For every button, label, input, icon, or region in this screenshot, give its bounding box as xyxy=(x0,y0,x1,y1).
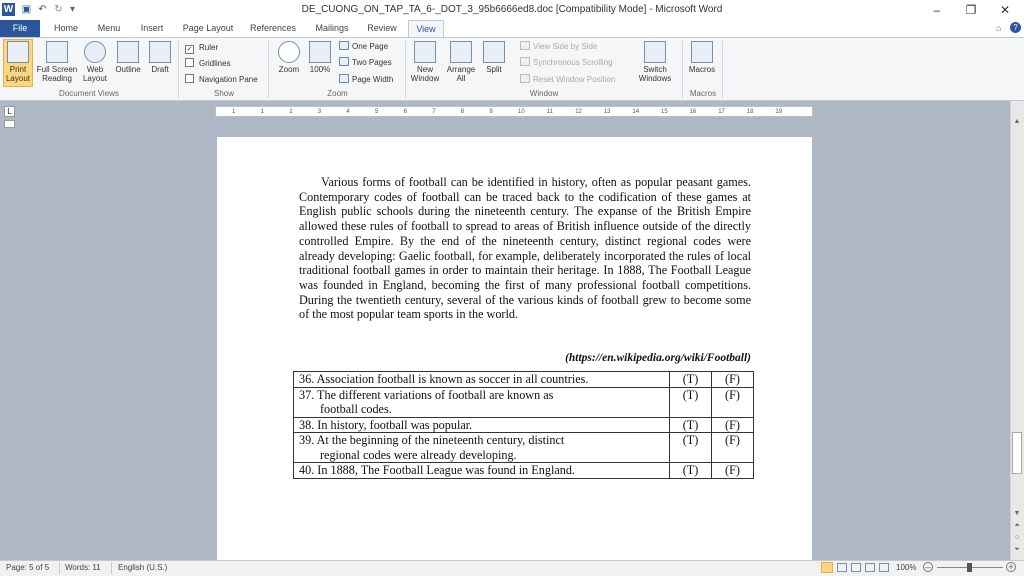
full-screen-reading-label: Full Screen Reading xyxy=(36,65,78,83)
table-row xyxy=(294,433,754,463)
browse-object-icon[interactable]: ○ xyxy=(1014,534,1020,541)
split-icon xyxy=(483,41,505,63)
tab-file[interactable]: File xyxy=(0,20,40,37)
ruler-number: 13 xyxy=(603,109,611,115)
true-option: (T) xyxy=(670,433,712,463)
page-counter[interactable]: Page: 5 of 5 xyxy=(6,563,50,572)
switch-windows-label: Switch Windows xyxy=(638,65,672,83)
question-cell xyxy=(294,463,670,479)
synchronous-scrolling-label: Synchronous Scrolling xyxy=(533,58,613,67)
one-page-icon xyxy=(339,41,349,50)
question-text: 38. In history, football was popular. xyxy=(299,417,473,432)
synchronous-scrolling-button[interactable] xyxy=(520,56,613,69)
next-page-icon[interactable]: ⏷ xyxy=(1014,546,1020,553)
scrollbar-thumb[interactable] xyxy=(1012,432,1022,474)
new-window-label: New Window xyxy=(410,65,440,83)
group-label-window: Window xyxy=(529,89,559,98)
arrange-all-label: Arrange All xyxy=(446,65,476,83)
ribbon-separator xyxy=(268,41,269,98)
table-row xyxy=(294,387,754,417)
reading-paragraph: Various forms of football can be identified in history, often as popular peasant games. Contemporary codes of football can be traced back to the codification of these games at English public schools during the nineteenth century. The expanse of the British Empire allowed these rules of football to spread to areas of British influence outside of the directly controlled Empire. By the end of the nineteenth century, distinct regional codes were already developing: Gaelic football, for example, deliberately incorporated the rules of local traditional football games in order to maintain their heritage. In 1888, The Football League was founded in England, becoming the first of many professional football competitions. During the twentieth century, several of the various kinds of football grew to become some of the most popular team sports in the world. xyxy=(299,175,751,322)
question-text: 36. Association football is known as soccer in all countries. xyxy=(299,372,589,386)
ribbon-separator xyxy=(178,41,179,98)
ruler-number: 18 xyxy=(746,109,754,115)
tab-page-layout[interactable]: Page Layout xyxy=(182,23,234,33)
group-label-zoom: Zoom xyxy=(327,89,348,98)
ribbon-collapse-icon[interactable]: ⌂ xyxy=(996,23,1002,33)
ruler-number: 17 xyxy=(718,109,725,115)
ruler-number: 15 xyxy=(661,109,668,115)
zoom-level[interactable]: 100% xyxy=(896,563,917,572)
arrange-all-icon xyxy=(450,41,472,63)
draft-button[interactable] xyxy=(147,39,173,74)
true-option: (T) xyxy=(670,417,712,433)
undo-icon[interactable]: ↶ xyxy=(38,4,47,15)
previous-page-icon[interactable]: ⏶ xyxy=(1014,522,1020,529)
web-layout-view-icon[interactable] xyxy=(851,563,861,572)
tab-review[interactable]: Review xyxy=(367,23,397,33)
zoom-slider-thumb[interactable] xyxy=(967,563,972,572)
two-pages-icon xyxy=(339,57,349,66)
vertical-ruler xyxy=(4,120,15,128)
question-cell xyxy=(294,417,670,433)
question-text: 40. In 1888, The Football League was found in England. xyxy=(299,463,575,477)
status-separator xyxy=(59,562,60,574)
question-cell xyxy=(294,372,670,388)
switch-windows-button[interactable] xyxy=(632,39,678,83)
view-side-by-side-icon xyxy=(520,41,530,50)
question-text-continued: regional codes were already developing. xyxy=(320,447,517,462)
ruler-number: 2 xyxy=(289,109,293,115)
false-option: (F) xyxy=(712,433,754,463)
macros-icon xyxy=(691,41,713,63)
ruler-number: 16 xyxy=(689,109,697,115)
ruler-number: 14 xyxy=(632,109,640,115)
question-text: 39. At the beginning of the nineteenth century, distinct xyxy=(299,433,565,447)
ruler-label: Ruler xyxy=(199,43,219,52)
scroll-up-icon[interactable]: ▲ xyxy=(1013,118,1021,125)
ruler-number: 12 xyxy=(575,109,582,115)
ruler-number: 8 xyxy=(460,109,465,115)
save-icon[interactable]: ▣ xyxy=(21,4,32,15)
print-layout-view-icon[interactable] xyxy=(821,562,833,573)
view-side-by-side-button[interactable] xyxy=(520,40,597,53)
outline-label: Outline xyxy=(115,65,141,74)
full-screen-reading-button[interactable] xyxy=(35,39,79,83)
checkbox-checked-icon: ✓ xyxy=(186,46,193,53)
zoom-100-label: 100% xyxy=(309,65,331,74)
ribbon-separator xyxy=(722,41,723,98)
word-count[interactable]: Words: 11 xyxy=(65,563,101,572)
draft-view-icon[interactable] xyxy=(879,563,889,572)
reset-window-position-label: Reset Window Position xyxy=(533,75,616,84)
question-cell xyxy=(294,433,670,463)
switch-windows-icon xyxy=(644,41,666,63)
horizontal-ruler[interactable] xyxy=(215,106,813,117)
reset-window-position-icon xyxy=(520,74,530,83)
zoom-label: Zoom xyxy=(278,65,300,74)
ruler-number: 19 xyxy=(775,109,783,115)
split-label: Split xyxy=(486,65,502,74)
page-width-button[interactable] xyxy=(339,73,393,86)
question-text: 37. The different variations of football are known as xyxy=(299,387,554,402)
navigation-pane-checkbox[interactable] xyxy=(185,73,258,86)
ruler-number: 5 xyxy=(375,109,379,115)
draft-icon xyxy=(149,41,171,63)
ruler-number: 7 xyxy=(432,109,436,115)
title-bar xyxy=(0,0,1024,20)
ruler-checkbox[interactable] xyxy=(185,41,218,54)
tab-view[interactable]: View xyxy=(408,20,444,37)
zoom-100-button[interactable] xyxy=(306,39,334,74)
full-screen-view-icon[interactable] xyxy=(837,563,847,572)
zoom-100-icon xyxy=(309,41,331,63)
synchronous-scrolling-icon xyxy=(520,57,530,66)
ribbon-separator xyxy=(405,41,406,98)
print-layout-button[interactable] xyxy=(3,39,33,87)
ribbon-separator xyxy=(682,41,683,98)
two-pages-button[interactable] xyxy=(339,56,392,69)
new-window-button[interactable] xyxy=(408,39,442,83)
scroll-down-icon[interactable]: ▼ xyxy=(1013,510,1021,517)
table-row xyxy=(294,417,754,433)
group-label-show: Show xyxy=(213,89,234,98)
checkbox-icon xyxy=(185,74,194,83)
web-layout-label: Web Layout xyxy=(82,65,108,83)
tab-home[interactable]: Home xyxy=(53,23,78,33)
new-window-icon xyxy=(414,41,436,63)
qat-customize-icon[interactable]: ▾ xyxy=(69,4,76,15)
zoom-in-icon[interactable]: + xyxy=(1006,562,1016,572)
page-width-label: Page Width xyxy=(352,75,394,84)
help-icon[interactable]: ? xyxy=(1010,22,1021,33)
tab-menu[interactable]: Menu xyxy=(97,23,121,33)
vertical-scrollbar[interactable] xyxy=(1010,101,1024,560)
true-false-table xyxy=(293,371,754,479)
outline-view-icon[interactable] xyxy=(865,563,875,572)
language-indicator[interactable]: English (U.S.) xyxy=(118,563,168,572)
tab-insert[interactable]: Insert xyxy=(140,23,164,33)
web-layout-button[interactable] xyxy=(81,39,109,83)
draft-label: Draft xyxy=(151,65,169,74)
web-layout-icon xyxy=(84,41,106,63)
ruler-number: 1 xyxy=(232,109,236,115)
word-app-icon[interactable]: W xyxy=(3,4,14,15)
redo-icon[interactable]: ↻ xyxy=(54,4,63,15)
table-row xyxy=(294,463,754,479)
tab-selector[interactable]: L xyxy=(4,106,15,117)
false-option: (F) xyxy=(712,372,754,388)
ruler-number: 3 xyxy=(317,109,322,115)
print-layout-label: Print Layout xyxy=(5,65,31,83)
macros-label: Macros xyxy=(688,65,716,74)
window-title: DE_CUONG_ON_TAP_TA_6-_DOT_3_95b6666ed8.doc [Compatibility Mode] - Microsoft Word xyxy=(301,4,723,15)
gridlines-label: Gridlines xyxy=(199,59,231,68)
question-cell xyxy=(294,387,670,417)
split-button[interactable] xyxy=(481,39,507,74)
false-option: (F) xyxy=(712,417,754,433)
close-icon[interactable]: ✕ xyxy=(999,3,1011,17)
page-width-icon xyxy=(339,74,349,83)
checkbox-icon xyxy=(185,58,194,67)
one-page-button[interactable] xyxy=(339,40,388,53)
tab-references[interactable]: References xyxy=(249,23,297,33)
ruler-number: 1 xyxy=(260,109,264,115)
question-text-continued: football codes. xyxy=(320,402,392,416)
ruler-number: 6 xyxy=(403,109,407,115)
ruler-number: 4 xyxy=(346,109,350,115)
one-page-label: One Page xyxy=(352,42,389,51)
navigation-pane-label: Navigation Pane xyxy=(199,75,258,84)
full-screen-reading-icon xyxy=(46,41,68,63)
false-option: (F) xyxy=(712,387,754,417)
ruler-number: 11 xyxy=(546,109,553,115)
minimize-icon[interactable]: – xyxy=(933,3,941,17)
print-layout-icon xyxy=(7,41,29,63)
macros-button[interactable] xyxy=(686,39,718,74)
gridlines-checkbox[interactable] xyxy=(185,57,231,70)
arrange-all-button[interactable] xyxy=(444,39,478,83)
outline-icon xyxy=(117,41,139,63)
ruler-number: 9 xyxy=(489,109,493,115)
reset-window-position-button[interactable] xyxy=(520,73,615,86)
source-citation: (https://en.wikipedia.org/wiki/Football) xyxy=(565,352,751,364)
restore-icon[interactable]: ❐ xyxy=(965,3,977,17)
tab-mailings[interactable]: Mailings xyxy=(315,23,349,33)
magnifier-icon xyxy=(278,41,300,63)
false-option: (F) xyxy=(712,463,754,479)
zoom-out-icon[interactable]: – xyxy=(923,562,933,572)
true-option: (T) xyxy=(670,372,712,388)
ruler-number: 10 xyxy=(518,109,525,115)
status-separator xyxy=(111,562,112,574)
group-label-document-views: Document Views xyxy=(59,89,119,98)
table-row xyxy=(294,372,754,388)
group-label-macros: Macros xyxy=(689,89,717,98)
outline-button[interactable] xyxy=(111,39,145,74)
true-option: (T) xyxy=(670,387,712,417)
view-side-by-side-label: View Side by Side xyxy=(533,42,598,51)
true-option: (T) xyxy=(670,463,712,479)
two-pages-label: Two Pages xyxy=(352,58,392,67)
zoom-button[interactable] xyxy=(275,39,303,74)
